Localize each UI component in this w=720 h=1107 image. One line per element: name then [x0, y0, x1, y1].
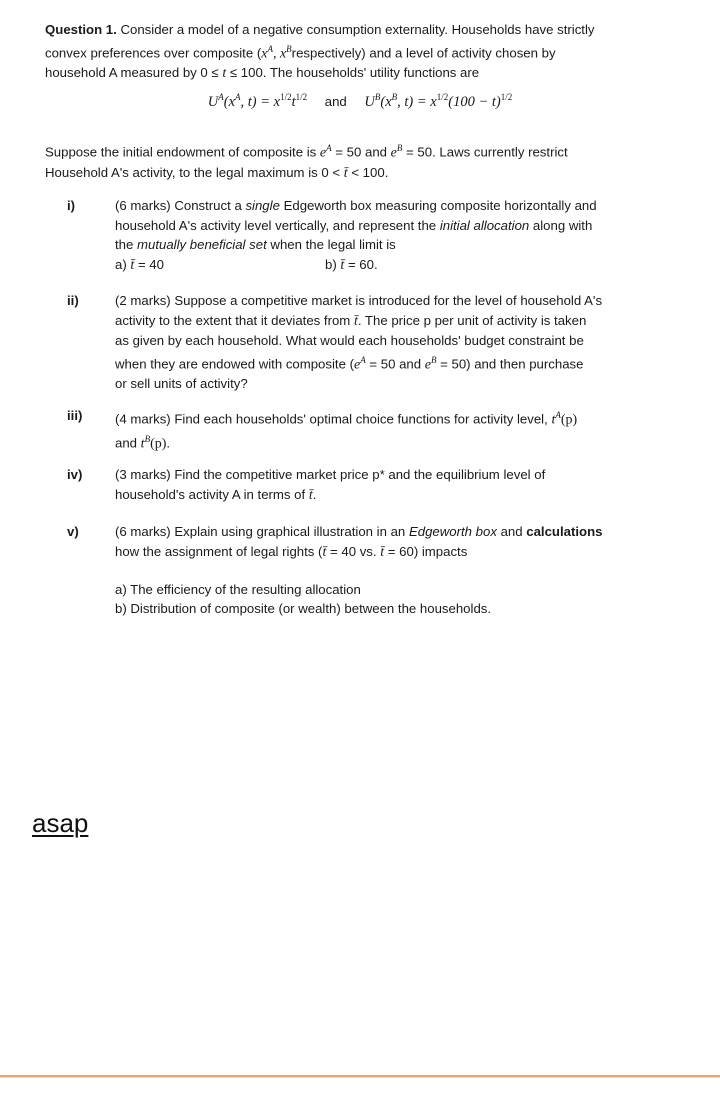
question-intro [45, 20, 665, 84]
part-number: iii) [67, 408, 83, 423]
legal-limit-options [115, 255, 660, 276]
option-a: a) t̄ = 40 [115, 256, 164, 273]
asap-note: asap [32, 808, 89, 838]
endowment-paragraph [45, 139, 665, 183]
option-b: b) t̄ = 60. [325, 256, 378, 273]
endowment-line-1: Suppose the initial endowment of composite is $e^A = 50$ and $e^B = 50$. Laws currently restrict [45, 143, 568, 161]
utility-functions [0, 92, 720, 111]
part-number: ii) [67, 293, 79, 308]
part-number: iv) [67, 467, 83, 482]
subpart-b: b) Distribution of composite (or wealth) between the households. [115, 601, 492, 616]
bottom-divider-shadow [0, 1077, 720, 1078]
part-number: i) [67, 198, 76, 213]
subpart-a: a) The efficiency of the resulting allocation [115, 582, 361, 597]
and-text: and [324, 93, 347, 109]
intro-line-1: Consider a model of a negative consumption externality. Households have strictly [116, 22, 595, 37]
intro-line-2: convex preferences over composite ($x^A$, $x^Brespectively$) and a level of activity chosen by [45, 43, 556, 61]
question-label: Question 1. [45, 22, 117, 37]
utility-a: $U^A(x^A$, $t) = x^{1/2}t^{1/2}$ [207, 92, 308, 110]
endowment-line-2: Household A's activity, to the legal maximum is 0 < t̄ < 100. [45, 164, 389, 181]
utility-b: $U^B(x^B$, $t) = x^{1/2}(100 - t)^{1/2}$ [364, 92, 513, 110]
document-page: Question 1. Consider a model of a negative consumption externality. Households have strictly convex preferences over composite ($x^A$, $x^Brespectively$) and a level of activity chosen by household A measured by 0 ≤ t ≤ 100. The households' utility functions are $U^A(x^A$, $t) = x^{1/2}t^{1/2}$ and $U^B(x^B$, $t) = x^{1/2}(100 - t)^{1/2}$ Suppose the initial endowment of composite is $e^A = 50$ and $e^B = 50$. Laws currently restrict Household A's activity, to the legal maximum is 0 < t̄ < 100. i) (6 marks) Construct a single Edgeworth box measuring composite horizontally and household A's activity level vertically, and represent the initial allocation along with the mutually beneficial set when the legal limit is a) t̄ = 40 b) t̄ = 60. ii) (2 marks) Suppose a competitive market is introduced for the level of household A's activity to the extent that it deviates from t̄. The price p per unit of activity is taken as given by each household. What would each households' budget constraint be when they are endowed with composite ($e^A = 50$ and $e^B = 50$) and then purchase or sell units of activity? iii) (4 marks) Find each households' optimal choice functions for activity level, $t^A(p)$ and $t^B(p)$. iv) (3 marks) Find the competitive market price p* and the equilibrium level of household's activity A in terms of t̄. v) (6 marks) Explain using graphical illustration in an Edgeworth box and calculations how the assignment of legal rights (t̄ = 40 vs. t̄ = 60) impacts a) The efficiency of the resulting allocation b) Distribution of composite (or wealth) between the households. asap [0, 0, 720, 1107]
intro-line-3: household A measured by 0 ≤ t ≤ 100. The households' utility functions are [45, 65, 480, 82]
part-number: v) [67, 524, 79, 539]
